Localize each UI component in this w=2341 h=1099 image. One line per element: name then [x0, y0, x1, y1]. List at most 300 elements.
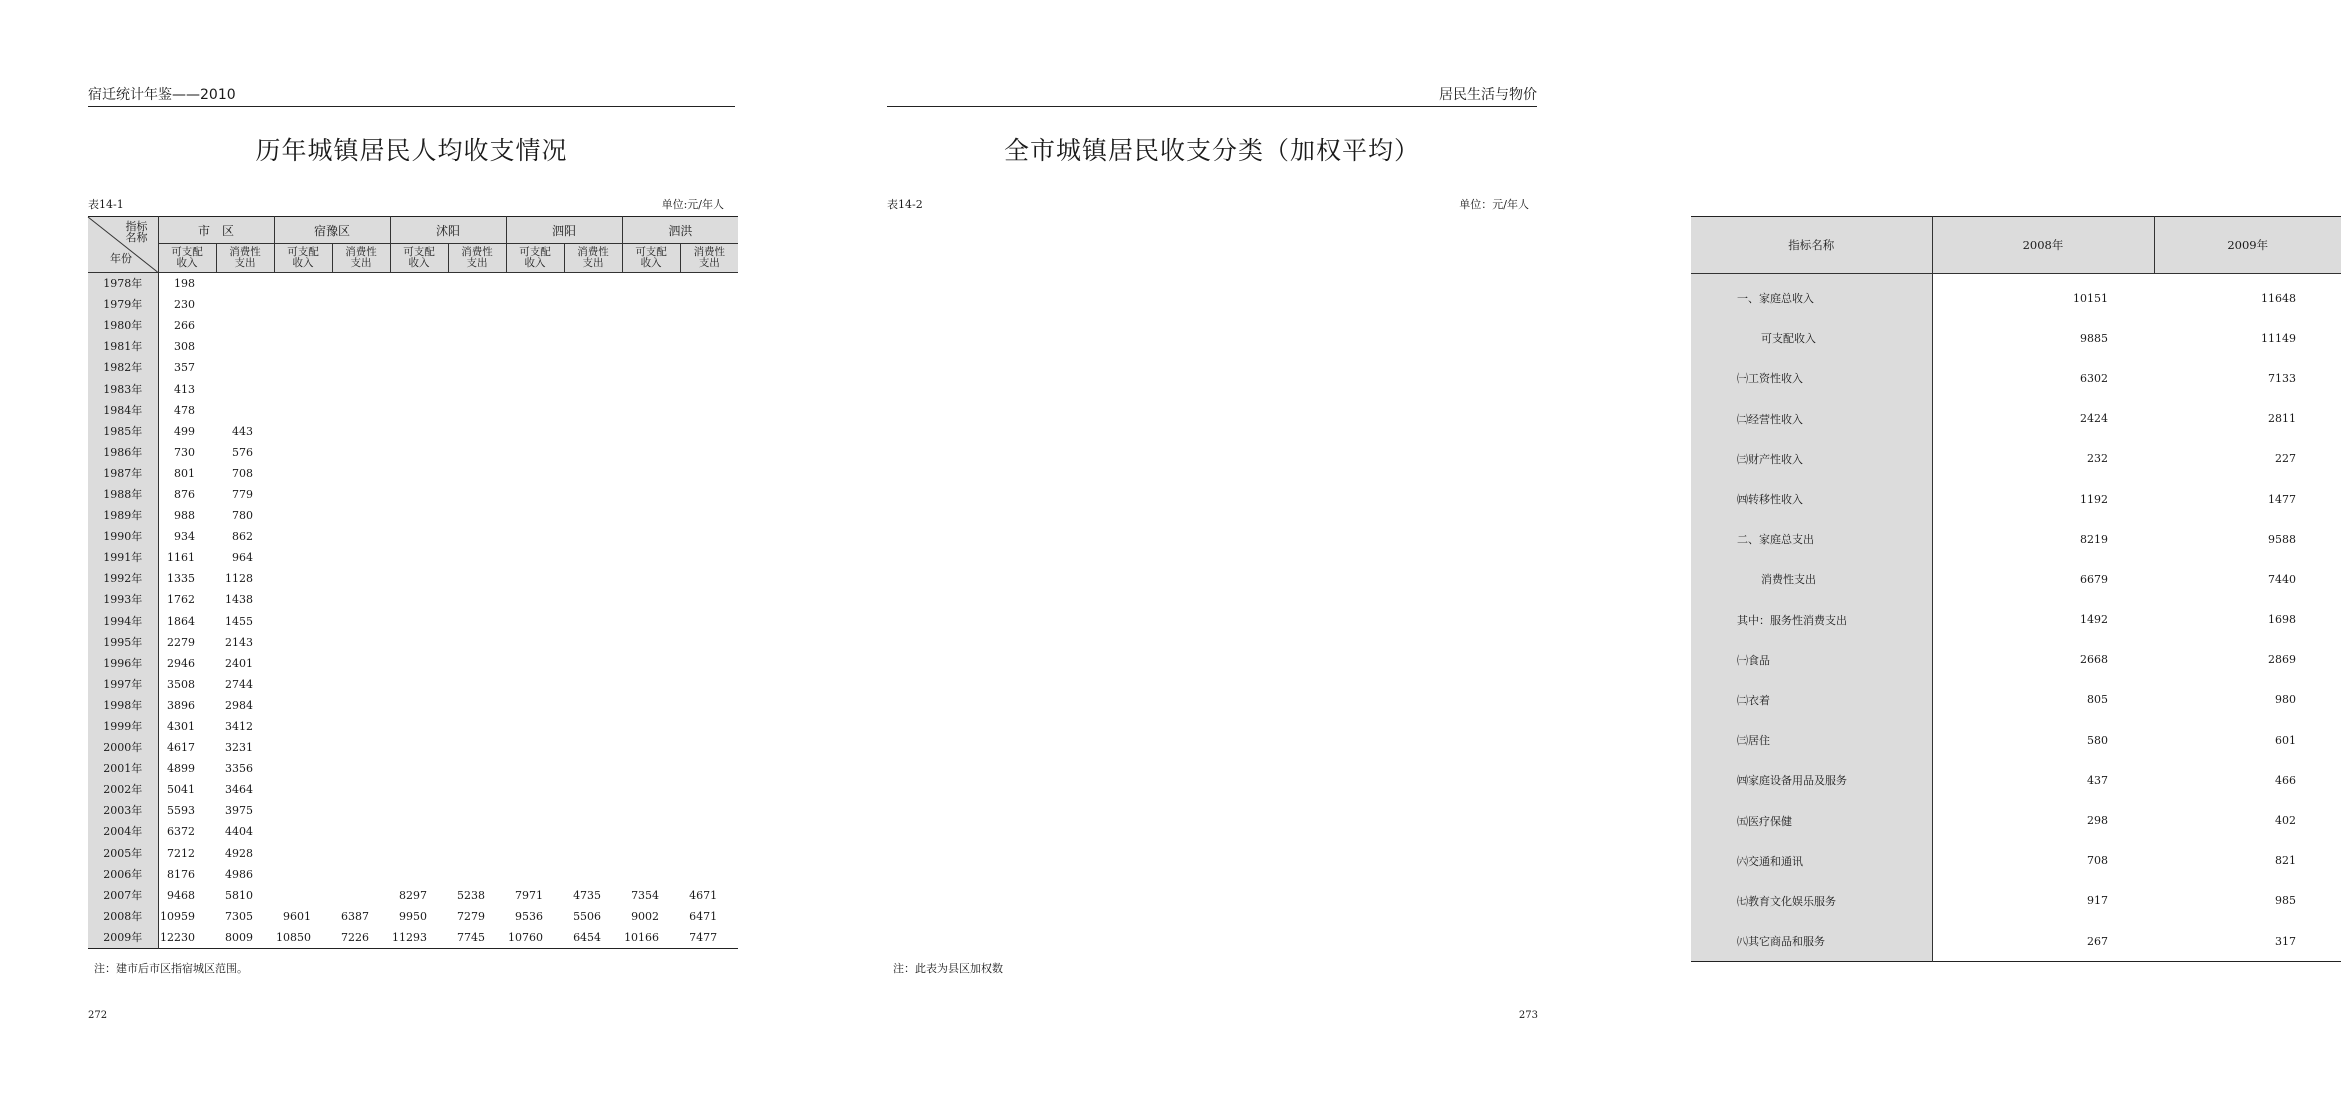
value-2008: 267 [2087, 934, 2108, 948]
value-cell: 10959 [160, 909, 195, 923]
value-cell [506, 821, 564, 842]
value-cell [216, 378, 274, 399]
value-cell [448, 716, 506, 737]
indicator-label: 其中：服务性消费支出 [1691, 600, 1932, 640]
value-cell: 730 [174, 445, 195, 459]
value-cell [332, 695, 390, 716]
table-row [88, 927, 738, 949]
year-cell: 2008年 [88, 906, 158, 927]
table-row [1691, 479, 2341, 519]
value-2008: 437 [2087, 773, 2108, 787]
value-cell [332, 632, 390, 653]
value-cell [564, 505, 622, 526]
value-cell: 9601 [283, 909, 312, 923]
value-cell [564, 357, 622, 378]
value-cell [332, 568, 390, 589]
table-row [88, 864, 738, 885]
table-row [1691, 519, 2341, 559]
value-cell: 4928 [225, 846, 254, 860]
value-cell [390, 400, 448, 421]
table-row [1691, 318, 2341, 358]
table-row [1691, 800, 2341, 840]
value-2008: 2424 [2080, 412, 2108, 426]
value-cell: 7305 [225, 909, 254, 923]
value-cell: 3896 [167, 698, 195, 712]
indicator-label: ㈤医疗保健 [1691, 800, 1932, 840]
value-cell [622, 378, 680, 399]
value-cell [274, 378, 332, 399]
value-cell: 2744 [225, 677, 254, 691]
value-cell [506, 674, 564, 695]
subheader-line: 支出 [466, 257, 488, 269]
table-note: 注：此表为县区加权数 [893, 962, 1003, 975]
value-cell: 10850 [276, 930, 312, 944]
value-cell: 266 [174, 319, 195, 333]
value-cell [274, 864, 332, 885]
subheader-line: 可支配 [171, 246, 203, 258]
value-cell: 576 [232, 445, 254, 459]
value-cell [622, 400, 680, 421]
subheader-disposable-income [158, 244, 216, 273]
table-row [88, 611, 738, 632]
value-cell [332, 800, 390, 821]
value-cell [274, 463, 332, 484]
value-cell [274, 653, 332, 674]
value-cell [274, 568, 332, 589]
page-number: 273 [1518, 1010, 1538, 1021]
value-cell [564, 611, 622, 632]
value-cell [274, 526, 332, 547]
year-cell: 2009年 [88, 927, 158, 949]
value-cell [332, 885, 390, 906]
value-cell: 4671 [689, 888, 718, 902]
value-cell [506, 864, 564, 885]
value-cell [332, 674, 390, 695]
subheader-consumption-expenditure [332, 244, 390, 273]
value-cell [390, 273, 448, 295]
value-cell: 9536 [515, 909, 544, 923]
table-row [88, 526, 738, 547]
value-cell: 4899 [167, 762, 195, 776]
running-header: 宿迁统计年鉴——2010 [88, 86, 735, 107]
value-cell [332, 821, 390, 842]
value-cell: 230 [174, 298, 195, 312]
value-cell: 9468 [167, 888, 195, 902]
table-row [1691, 841, 2341, 881]
year-cell: 1980年 [88, 315, 158, 336]
value-2008: 232 [2087, 452, 2108, 466]
value-cell [622, 611, 680, 632]
value-cell [390, 315, 448, 336]
value-cell [680, 821, 738, 842]
subheader-line: 支出 [350, 257, 372, 269]
indicator-label: ㈦教育文化娱乐服务 [1691, 881, 1932, 921]
table-row [1691, 358, 2341, 398]
year-cell: 1999年 [88, 716, 158, 737]
value-cell [680, 547, 738, 568]
table-row [88, 716, 738, 737]
table-row [88, 843, 738, 864]
value-cell [622, 674, 680, 695]
value-cell [274, 758, 332, 779]
value-cell [390, 821, 448, 842]
value-cell [506, 357, 564, 378]
page-number: 272 [88, 1010, 108, 1021]
year-cell: 2000年 [88, 737, 158, 758]
value-cell [506, 589, 564, 610]
right-page [804, 0, 2296, 1099]
value-cell [332, 357, 390, 378]
value-cell [680, 442, 738, 463]
value-cell [274, 400, 332, 421]
year-cell: 1998年 [88, 695, 158, 716]
region-header: 沭阳 [390, 217, 506, 244]
table-row [88, 547, 738, 568]
year-cell: 2001年 [88, 758, 158, 779]
value-cell [274, 695, 332, 716]
value-cell [564, 864, 622, 885]
value-cell [216, 315, 274, 336]
value-cell [622, 589, 680, 610]
value-cell [448, 695, 506, 716]
value-cell [274, 294, 332, 315]
value-cell [332, 505, 390, 526]
value-cell [390, 632, 448, 653]
value-cell [506, 547, 564, 568]
value-cell [506, 779, 564, 800]
value-cell [564, 695, 622, 716]
subheader-disposable-income [622, 244, 680, 273]
year-cell: 2002年 [88, 779, 158, 800]
value-cell [448, 421, 506, 442]
table-row [88, 758, 738, 779]
value-2009: 980 [2275, 693, 2296, 707]
value-cell [680, 653, 738, 674]
value-cell [564, 758, 622, 779]
value-cell [680, 400, 738, 421]
header-corner-cell [88, 217, 158, 273]
value-cell [506, 505, 564, 526]
value-cell [448, 378, 506, 399]
table-row [1691, 921, 2341, 962]
value-cell: 478 [174, 403, 195, 417]
value-cell: 876 [174, 487, 195, 501]
value-cell [390, 484, 448, 505]
value-cell [332, 442, 390, 463]
value-cell [332, 273, 390, 295]
table-row [88, 674, 738, 695]
value-2008: 9885 [2080, 331, 2108, 345]
table-row [88, 421, 738, 442]
value-2009: 1477 [2268, 492, 2296, 506]
table-number: 表14-1 [88, 198, 124, 211]
subheader-line: 可支配 [403, 246, 435, 258]
year-cell: 1979年 [88, 294, 158, 315]
value-cell [564, 336, 622, 357]
value-cell [506, 843, 564, 864]
year-cell: 1978年 [88, 273, 158, 295]
value-cell [506, 378, 564, 399]
value-cell: 9950 [399, 909, 428, 923]
value-cell [680, 336, 738, 357]
value-cell [564, 273, 622, 295]
value-cell [448, 800, 506, 821]
value-cell [564, 821, 622, 842]
value-cell [680, 273, 738, 295]
value-2008: 580 [2087, 733, 2108, 747]
value-cell [448, 442, 506, 463]
value-cell [274, 336, 332, 357]
value-cell [332, 315, 390, 336]
value-cell [332, 336, 390, 357]
value-cell [506, 737, 564, 758]
subheader-line: 可支配 [635, 246, 667, 258]
value-cell [448, 653, 506, 674]
value-cell [448, 632, 506, 653]
table-row [88, 357, 738, 378]
year-cell: 1997年 [88, 674, 158, 695]
value-cell [332, 843, 390, 864]
value-cell: 8009 [225, 930, 254, 944]
subheader-consumption-expenditure [680, 244, 738, 273]
value-cell [390, 568, 448, 589]
value-cell [506, 758, 564, 779]
value-cell [680, 589, 738, 610]
value-cell [622, 716, 680, 737]
value-cell [622, 421, 680, 442]
table-row [88, 653, 738, 674]
value-cell [448, 843, 506, 864]
value-cell [390, 421, 448, 442]
table-row [1691, 439, 2341, 479]
value-cell [564, 315, 622, 336]
value-cell [680, 632, 738, 653]
value-cell [622, 505, 680, 526]
value-cell [390, 864, 448, 885]
value-cell [216, 294, 274, 315]
table-note: 注：建市后市区指宿城区范围。 [94, 962, 248, 975]
indicator-label: ㈥交通和通讯 [1691, 841, 1932, 881]
table-row [88, 315, 738, 336]
value-cell [564, 378, 622, 399]
subheader-line: 消费性 [345, 246, 377, 258]
value-cell [448, 315, 506, 336]
value-cell [506, 400, 564, 421]
value-2009: 317 [2275, 934, 2296, 948]
indicator-label: ㈢居住 [1691, 720, 1932, 760]
value-cell [332, 758, 390, 779]
value-cell [332, 716, 390, 737]
subheader-line: 可支配 [287, 246, 319, 258]
table-row [1691, 720, 2341, 760]
value-cell: 964 [232, 551, 254, 565]
value-cell [390, 463, 448, 484]
value-cell [274, 843, 332, 864]
indicator-label: ㈣转移性收入 [1691, 479, 1932, 519]
value-cell [506, 800, 564, 821]
table-row [88, 463, 738, 484]
value-cell [274, 442, 332, 463]
value-cell [564, 843, 622, 864]
indicator-label: 一、家庭总收入 [1691, 278, 1932, 318]
region-header: 泗洪 [622, 217, 738, 244]
value-cell [448, 611, 506, 632]
value-cell [680, 737, 738, 758]
column-header-2009: 2009年 [2154, 217, 2341, 274]
value-cell [448, 294, 506, 315]
region-header: 泗阳 [506, 217, 622, 244]
value-cell: 1128 [225, 572, 254, 586]
value-cell [448, 526, 506, 547]
value-2009: 7440 [2268, 572, 2296, 586]
value-cell [448, 737, 506, 758]
value-cell [680, 716, 738, 737]
table-row [1691, 278, 2341, 318]
value-2009: 2811 [2268, 412, 2296, 426]
value-cell [390, 695, 448, 716]
value-cell: 1161 [167, 551, 195, 565]
value-cell [448, 821, 506, 842]
indicator-label: ㈣家庭设备用品及服务 [1691, 760, 1932, 800]
value-cell [622, 463, 680, 484]
value-cell [448, 758, 506, 779]
year-cell: 1990年 [88, 526, 158, 547]
subheader-line: 可支配 [519, 246, 551, 258]
value-2008: 917 [2087, 894, 2108, 908]
value-cell: 2984 [225, 698, 254, 712]
value-cell [506, 315, 564, 336]
table-row [1691, 600, 2341, 640]
income-expense-by-year-table [88, 216, 738, 949]
value-cell [390, 674, 448, 695]
value-2009: 402 [2275, 814, 2296, 828]
value-cell: 198 [174, 277, 195, 291]
value-cell [390, 589, 448, 610]
indicator-label: ㈠工资性收入 [1691, 358, 1932, 398]
value-cell: 3412 [225, 720, 254, 734]
value-cell [390, 442, 448, 463]
table-row [88, 589, 738, 610]
value-cell [448, 463, 506, 484]
value-cell [680, 315, 738, 336]
value-cell [564, 294, 622, 315]
value-cell: 5810 [225, 888, 254, 902]
value-cell [448, 273, 506, 295]
value-cell [622, 336, 680, 357]
table-row [88, 505, 738, 526]
value-cell [448, 400, 506, 421]
value-cell: 4735 [573, 888, 602, 902]
value-cell: 11293 [392, 930, 428, 944]
value-cell [564, 589, 622, 610]
indicator-label: 消费性支出 [1691, 559, 1932, 599]
indicator-label: ㈢财产性收入 [1691, 439, 1932, 479]
value-cell [622, 758, 680, 779]
subheader-line: 收入 [176, 257, 198, 269]
value-2009: 601 [2275, 733, 2296, 747]
value-cell [564, 463, 622, 484]
year-cell: 2004年 [88, 821, 158, 842]
value-cell [564, 653, 622, 674]
value-cell: 5506 [573, 909, 602, 923]
value-cell [390, 843, 448, 864]
year-cell: 1992年 [88, 568, 158, 589]
value-2008: 2668 [2080, 653, 2108, 667]
value-cell: 7226 [341, 930, 370, 944]
value-cell [274, 315, 332, 336]
value-cell [390, 737, 448, 758]
year-cell: 1993年 [88, 589, 158, 610]
value-cell [390, 526, 448, 547]
value-cell [390, 378, 448, 399]
value-cell [506, 632, 564, 653]
value-cell [622, 526, 680, 547]
year-cell: 2006年 [88, 864, 158, 885]
value-cell: 6372 [167, 825, 195, 839]
value-cell [448, 505, 506, 526]
value-cell: 3356 [225, 762, 254, 776]
value-2009: 227 [2275, 452, 2296, 466]
value-cell [680, 378, 738, 399]
running-header: 居民生活与物价 [887, 86, 1537, 107]
value-cell [274, 779, 332, 800]
value-cell [448, 589, 506, 610]
year-cell: 1995年 [88, 632, 158, 653]
indicator-label: ㈧其它商品和服务 [1691, 921, 1932, 962]
region-header: 宿豫区 [274, 217, 390, 244]
value-cell: 3231 [225, 741, 254, 755]
year-cell: 1987年 [88, 463, 158, 484]
value-cell [448, 547, 506, 568]
value-2008: 10151 [2073, 291, 2108, 305]
value-cell: 443 [232, 424, 254, 438]
value-2009: 9588 [2268, 532, 2296, 546]
value-cell [564, 568, 622, 589]
value-cell: 7279 [457, 909, 486, 923]
value-cell [274, 589, 332, 610]
value-cell: 7971 [515, 888, 544, 902]
table-row [1691, 760, 2341, 800]
value-cell [448, 864, 506, 885]
value-cell [216, 357, 274, 378]
value-cell [680, 695, 738, 716]
table-unit: 单位:元/年人 [661, 198, 724, 211]
value-cell [448, 484, 506, 505]
table-row [1691, 881, 2341, 921]
value-cell [680, 674, 738, 695]
value-cell [390, 758, 448, 779]
subheader-line: 消费性 [461, 246, 493, 258]
value-cell: 2401 [225, 656, 254, 670]
value-2009: 2869 [2268, 653, 2296, 667]
table-row [88, 779, 738, 800]
value-cell [622, 294, 680, 315]
value-cell [216, 273, 274, 295]
value-cell [680, 484, 738, 505]
value-cell [622, 737, 680, 758]
subheader-line: 消费性 [693, 246, 726, 258]
value-cell [390, 779, 448, 800]
value-cell [680, 357, 738, 378]
value-cell [506, 716, 564, 737]
value-cell: 2143 [225, 635, 254, 649]
value-cell [274, 611, 332, 632]
value-cell [332, 378, 390, 399]
value-cell [506, 653, 564, 674]
value-cell [448, 779, 506, 800]
table-row [88, 568, 738, 589]
value-2008: 708 [2087, 854, 2108, 868]
